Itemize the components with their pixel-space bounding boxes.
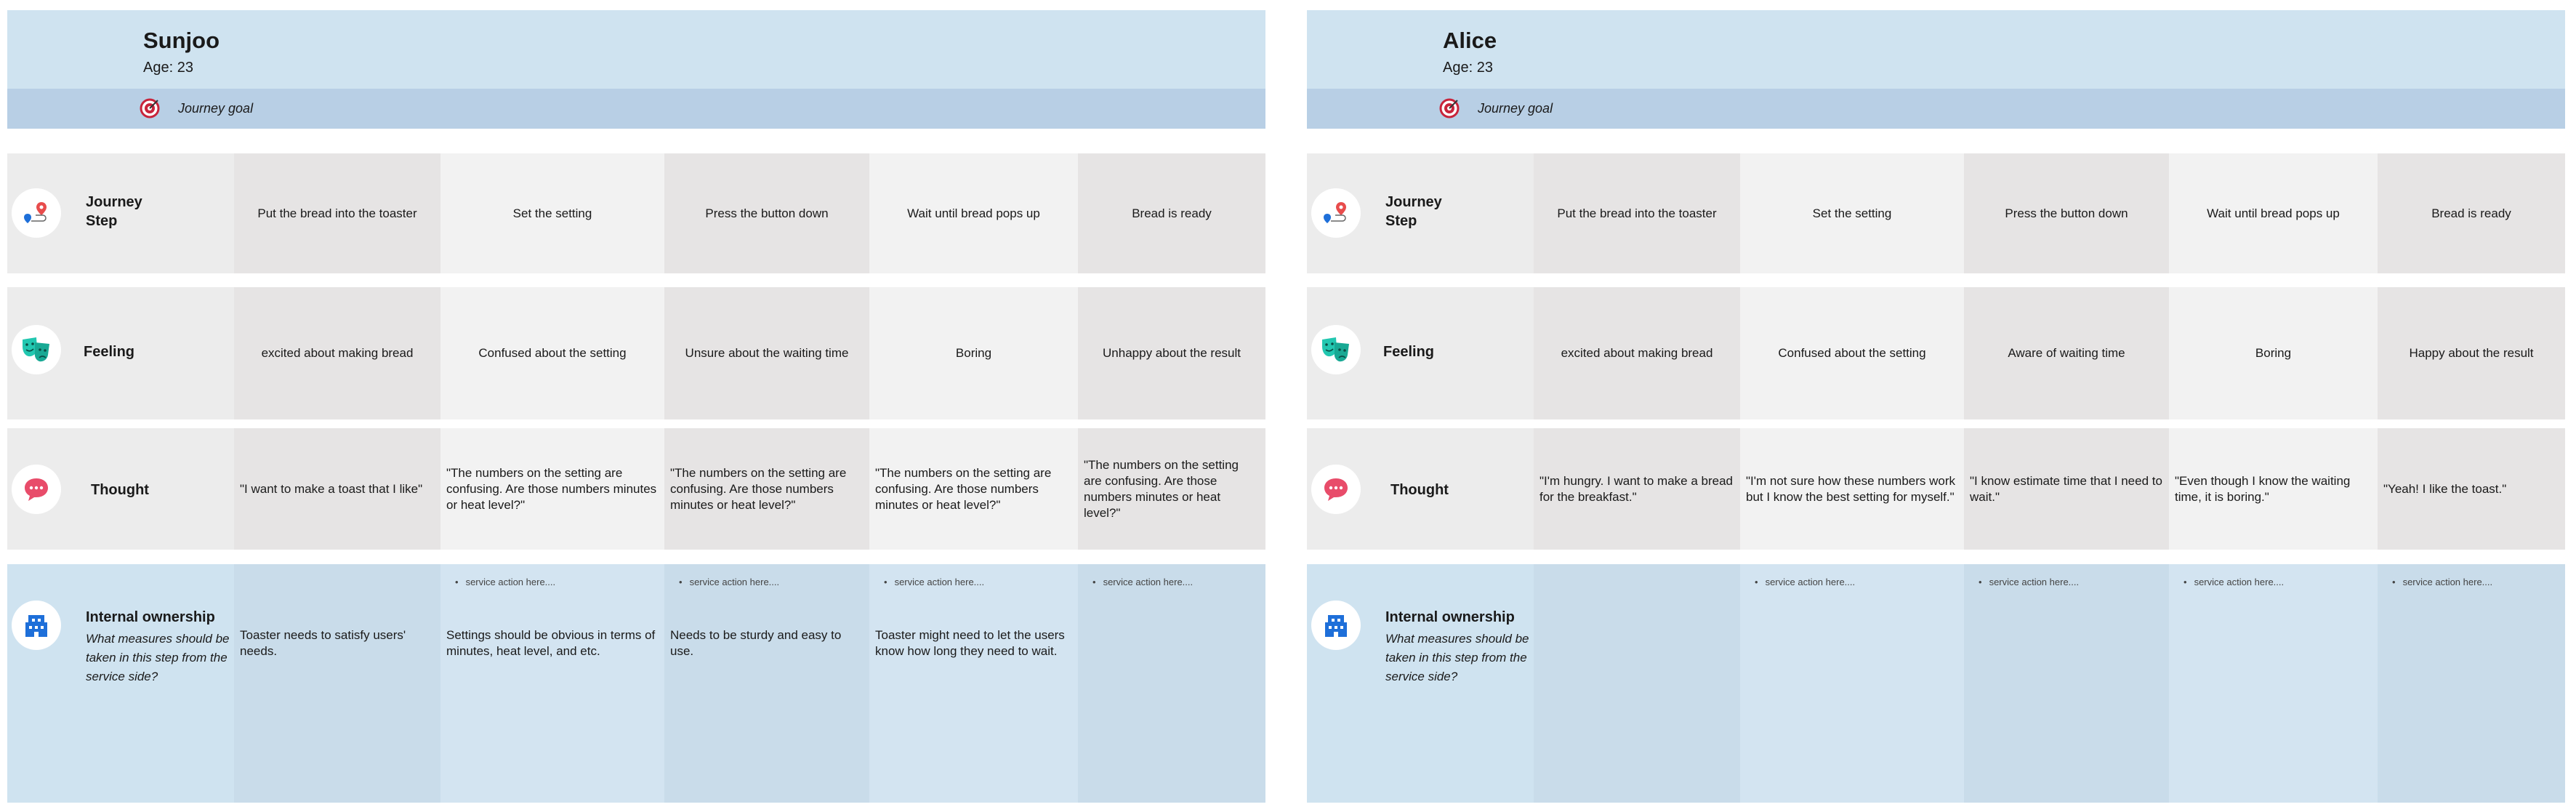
journey-goal-label: Journey goal: [1478, 101, 1553, 116]
ownership-label: Internal ownership: [1385, 609, 1515, 625]
journey-step-label-line2: Step: [86, 213, 118, 229]
service-action-placeholder[interactable]: • service action here....: [1092, 574, 1193, 590]
journey-goal-label: Journey goal: [178, 101, 254, 116]
thought-cell: "I want to make a toast that I like": [234, 428, 440, 550]
thought-cell: "Even though I know the waiting time, it is boring.": [2169, 428, 2378, 550]
step-cell: Press the button down: [664, 153, 869, 273]
ownership-label: Internal ownership: [86, 609, 215, 625]
journey-step-label-cell: [1307, 153, 1534, 273]
thought-cell: "I know estimate time that I need to wait.": [1964, 428, 2169, 550]
building-icon: [1311, 601, 1361, 650]
ownership-row: [7, 564, 1265, 803]
step-cell: Wait until bread pops up: [2169, 153, 2378, 273]
persona-header: [7, 10, 1265, 89]
feeling-label-cell: [1307, 287, 1534, 419]
journey-step-label-line1: Journey: [1385, 194, 1442, 210]
service-action-placeholder[interactable]: • service action here....: [1979, 574, 2079, 590]
ownership-label-cell: [7, 564, 234, 803]
ownership-cell: [440, 564, 664, 803]
thought-label-cell: [1307, 428, 1534, 550]
thought-row: [7, 428, 1265, 550]
ownership-text: Settings should be obvious in terms of minutes, heat level, and etc.: [446, 628, 656, 658]
feeling-cell: Boring: [869, 287, 1078, 419]
ownership-row: [1307, 564, 2565, 803]
thought-label-cell: [7, 428, 234, 550]
ownership-text: Needs to be sturdy and easy to use.: [670, 628, 842, 658]
target-icon: [140, 98, 160, 119]
ownership-cell: [234, 564, 440, 803]
journey-step-row: [1307, 153, 2565, 273]
theater-masks-icon: [1311, 325, 1361, 374]
ownership-text: Toaster needs to satisfy users' needs.: [240, 628, 406, 658]
journey-step-label: [86, 193, 142, 230]
feeling-cell: Aware of waiting time: [1964, 287, 2169, 419]
ownership-cell: [1534, 564, 1740, 803]
service-action-placeholder[interactable]: • service action here....: [455, 574, 555, 590]
ownership-cell: [1964, 564, 2169, 803]
thought-label: Thought: [91, 482, 149, 498]
ownership-sublabel: What measures should be taken in this step from the service side?: [86, 632, 230, 683]
feeling-cell: Happy about the result: [2378, 287, 2565, 419]
feeling-cell: Unhappy about the result: [1078, 287, 1265, 419]
ownership-cell: [1740, 564, 1964, 803]
feeling-cell: Unsure about the waiting time: [664, 287, 869, 419]
ownership-text: Toaster might need to let the users know how long they need to wait.: [875, 628, 1065, 658]
thought-cell: "The numbers on the setting are confusing. Are those numbers minutes or heat level?": [440, 428, 664, 550]
ownership-cell: [664, 564, 869, 803]
feeling-cell: Confused about the setting: [1740, 287, 1964, 419]
feeling-cell: Boring: [2169, 287, 2378, 419]
ownership-cell: [2169, 564, 2378, 803]
theater-masks-icon: [12, 325, 61, 374]
step-cell: Bread is ready: [2378, 153, 2565, 273]
journey-step-label-line2: Step: [1385, 213, 1417, 229]
thought-row: [1307, 428, 2565, 550]
feeling-cell: excited about making bread: [234, 287, 440, 419]
ownership-sublabel: What measures should be taken in this step from the service side?: [1385, 632, 1529, 683]
building-icon: [12, 601, 61, 650]
persona-age: Age: 23: [1443, 60, 1493, 76]
map-route-icon: [12, 188, 61, 238]
persona-name: Sunjoo: [143, 28, 220, 53]
thought-cell: "I'm hungry. I want to make a bread for the breakfast.": [1534, 428, 1740, 550]
ownership-cell: [1078, 564, 1265, 803]
thought-cell: "I'm not sure how these numbers work but I know the best setting for myself.": [1740, 428, 1964, 550]
step-cell: Set the setting: [440, 153, 664, 273]
journey-map-sunjoo: [7, 10, 1265, 683]
feeling-cell: Confused about the setting: [440, 287, 664, 419]
chat-bubble-icon: [1311, 465, 1361, 514]
persona-name: Alice: [1443, 28, 1497, 53]
step-cell: Bread is ready: [1078, 153, 1265, 273]
step-cell: Wait until bread pops up: [869, 153, 1078, 273]
ownership-cell: [2378, 564, 2565, 803]
thought-cell: "Yeah! I like the toast.": [2378, 428, 2565, 550]
feeling-label-cell: [7, 287, 234, 419]
thought-cell: "The numbers on the setting are confusing. Are those numbers minutes or heat level?": [664, 428, 869, 550]
persona-header: [1307, 10, 2565, 89]
thought-cell: "The numbers on the setting are confusing. Are those numbers minutes or heat level?": [869, 428, 1078, 550]
ownership-label-cell: [1307, 564, 1534, 803]
journey-step-label: [1385, 193, 1442, 230]
step-cell: Set the setting: [1740, 153, 1964, 273]
journey-map-alice: [1307, 10, 2565, 683]
service-action-placeholder[interactable]: • service action here....: [679, 574, 779, 590]
feeling-row: [7, 287, 1265, 419]
map-route-icon: [1311, 188, 1361, 238]
service-action-placeholder[interactable]: • service action here....: [2183, 574, 2284, 590]
journey-step-row: [7, 153, 1265, 273]
step-cell: Put the bread into the toaster: [234, 153, 440, 273]
feeling-label: Feeling: [84, 344, 135, 360]
service-action-placeholder[interactable]: • service action here....: [884, 574, 984, 590]
target-icon: [1439, 98, 1460, 119]
step-cell: Press the button down: [1964, 153, 2169, 273]
persona-age: Age: 23: [143, 60, 193, 76]
service-action-placeholder[interactable]: • service action here....: [2392, 574, 2492, 590]
thought-cell: "The numbers on the setting are confusing. Are those numbers minutes or heat level?": [1078, 428, 1265, 550]
journey-step-label-line1: Journey: [86, 194, 142, 210]
service-action-placeholder[interactable]: • service action here....: [1755, 574, 1855, 590]
feeling-cell: excited about making bread: [1534, 287, 1740, 419]
journey-step-label-cell: [7, 153, 234, 273]
thought-label: Thought: [1390, 482, 1449, 498]
journey-goal-bar: [7, 89, 1265, 129]
chat-bubble-icon: [12, 465, 61, 514]
feeling-row: [1307, 287, 2565, 419]
journey-goal-bar: [1307, 89, 2565, 129]
ownership-cell: [869, 564, 1078, 803]
step-cell: Put the bread into the toaster: [1534, 153, 1740, 273]
feeling-label: Feeling: [1383, 344, 1435, 360]
